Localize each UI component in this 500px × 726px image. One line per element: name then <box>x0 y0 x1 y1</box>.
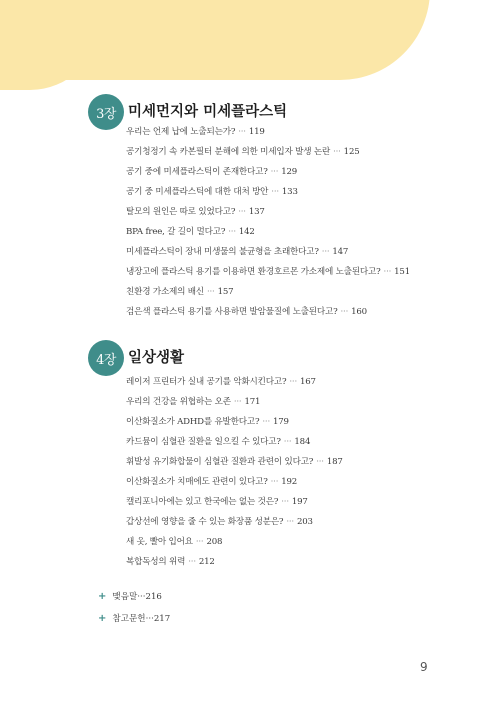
back-matter-item[interactable] <box>98 608 170 630</box>
chapter-3-title: 미세먼지와 미세플라스틱 <box>128 104 288 120</box>
toc-item-page: 179 <box>272 417 289 427</box>
toc-item-page: 125 <box>343 147 360 157</box>
back-matter <box>98 586 170 630</box>
back-matter-page: 216 <box>145 592 162 602</box>
chapter-3-toc <box>126 122 410 322</box>
toc-leader: ··· <box>289 377 297 387</box>
toc-item-page: 212 <box>198 557 215 567</box>
toc-item-title: 공기 중 미세플라스틱에 대한 대처 방안 <box>126 187 269 197</box>
toc-item[interactable] <box>126 262 410 282</box>
toc-item-title: 미세플라스틱이 장내 미생물의 불균형을 초래한다고? <box>126 247 319 257</box>
toc-item[interactable] <box>126 182 410 202</box>
toc-item-title: 복합독성의 위력 <box>126 557 186 567</box>
toc-leader: ··· <box>286 517 294 527</box>
toc-item[interactable] <box>126 532 343 552</box>
toc-item[interactable] <box>126 372 343 392</box>
toc-item-title: 캘리포니아에는 있고 한국에는 없는 것은? <box>126 497 279 507</box>
back-matter-title: 맺음말 <box>112 592 138 602</box>
toc-item[interactable] <box>126 142 410 162</box>
toc-item[interactable] <box>126 302 410 322</box>
toc-item-page: 157 <box>217 287 234 297</box>
toc-item-title: 우리는 언제 납에 노출되는가? <box>126 127 236 137</box>
toc-item-page: 133 <box>281 187 298 197</box>
toc-item[interactable] <box>126 282 410 302</box>
toc-item-page: 192 <box>281 477 298 487</box>
page-number: 9 <box>420 660 428 674</box>
plus-icon: + <box>98 613 107 624</box>
toc-item-page: 203 <box>296 517 313 527</box>
toc-leader: ··· <box>321 247 330 257</box>
toc-item-page: 197 <box>291 497 308 507</box>
toc-leader: ··· <box>262 417 270 427</box>
toc-leader: ··· <box>340 307 349 317</box>
toc-item-page: 208 <box>206 537 223 547</box>
toc-leader: ··· <box>333 147 341 157</box>
toc-item-page: 184 <box>294 437 311 447</box>
toc-item-title: 공기청정기 속 카본필터 분해에 의한 미세입자 발생 논란 <box>126 147 331 157</box>
toc-item[interactable] <box>126 222 410 242</box>
toc-leader: ··· <box>195 537 204 547</box>
toc-item-title: 이산화질소가 치매에도 관련이 있다고? <box>126 477 268 487</box>
toc-item[interactable] <box>126 412 343 432</box>
toc-item-title: 검은색 플라스틱 용기를 사용하면 발암물질에 노출된다고? <box>126 307 338 317</box>
toc-item-page: 167 <box>299 377 316 387</box>
toc-leader: ··· <box>228 227 236 237</box>
toc-item-title: BPA free, 갈 길이 멀다고? <box>126 227 226 237</box>
plus-icon: + <box>98 591 107 602</box>
chapter-4-toc <box>126 372 343 572</box>
chapter-4-title: 일상생활 <box>128 350 185 366</box>
toc-leader: ··· <box>145 614 154 624</box>
toc-item[interactable] <box>126 162 410 182</box>
chapter-4-badge: 4장 <box>88 340 124 376</box>
toc-item[interactable] <box>126 122 410 142</box>
toc-item-title: 탈모의 원인은 따로 있었다고? <box>126 207 236 217</box>
toc-item-title: 냉장고에 플라스틱 용기를 이용하면 환경호르몬 가소제에 노출된다고? <box>126 267 381 277</box>
toc-item-page: 142 <box>238 227 255 237</box>
toc-leader: ··· <box>238 127 246 137</box>
toc-leader: ··· <box>238 207 246 217</box>
toc-item-page: 187 <box>326 457 343 467</box>
toc-item-page: 137 <box>248 207 265 217</box>
toc-item-title: 갑상선에 영향을 줄 수 있는 화장품 성분은? <box>126 517 284 527</box>
toc-leader: ··· <box>206 287 215 297</box>
chapter-3-badge: 3장 <box>88 94 124 130</box>
toc-item-page: 171 <box>244 397 261 407</box>
toc-item-title: 친환경 가소제의 배신 <box>126 287 204 297</box>
toc-item-page: 151 <box>394 267 410 277</box>
toc-item-page: 119 <box>248 127 265 137</box>
toc-item[interactable] <box>126 242 410 262</box>
toc-item-page: 147 <box>332 247 349 257</box>
toc-item[interactable] <box>126 552 343 572</box>
toc-item-title: 카드뮴이 심혈관 질환을 일으킬 수 있다고? <box>126 437 281 447</box>
toc-leader: ··· <box>233 397 242 407</box>
toc-leader: ··· <box>137 592 146 602</box>
toc-leader: ··· <box>271 187 279 197</box>
toc-item[interactable] <box>126 472 343 492</box>
toc-leader: ··· <box>316 457 324 467</box>
toc-item[interactable] <box>126 432 343 452</box>
toc-item[interactable] <box>126 202 410 222</box>
toc-item[interactable] <box>126 452 343 472</box>
toc-leader: ··· <box>383 267 392 277</box>
toc-item-title: 이산화질소가 ADHD를 유발한다고? <box>126 417 260 427</box>
toc-item-page: 129 <box>281 167 298 177</box>
toc-item-title: 공기 중에 미세플라스틱이 존재한다고? <box>126 167 268 177</box>
toc-leader: ··· <box>283 437 292 447</box>
toc-item-title: 우리의 건강을 위협하는 오존 <box>126 397 231 407</box>
toc-item-title: 새 옷, 빨아 입어요 <box>126 537 193 547</box>
toc-leader: ··· <box>270 477 279 487</box>
toc-item[interactable] <box>126 512 343 532</box>
toc-leader: ··· <box>281 497 289 507</box>
back-matter-item[interactable] <box>98 586 170 608</box>
toc-item-title: 레이저 프린터가 실내 공기를 악화시킨다고? <box>126 377 287 387</box>
back-matter-page: 217 <box>153 614 171 624</box>
toc-item-page: 160 <box>351 307 367 317</box>
toc-item[interactable] <box>126 492 343 512</box>
back-matter-title: 참고문헌 <box>112 614 146 624</box>
toc-leader: ··· <box>270 167 279 177</box>
toc-leader: ··· <box>188 557 196 567</box>
toc-item[interactable] <box>126 392 343 412</box>
toc-item-title: 휘발성 유기화합물이 심혈관 질환과 관련이 있다고? <box>126 457 314 467</box>
